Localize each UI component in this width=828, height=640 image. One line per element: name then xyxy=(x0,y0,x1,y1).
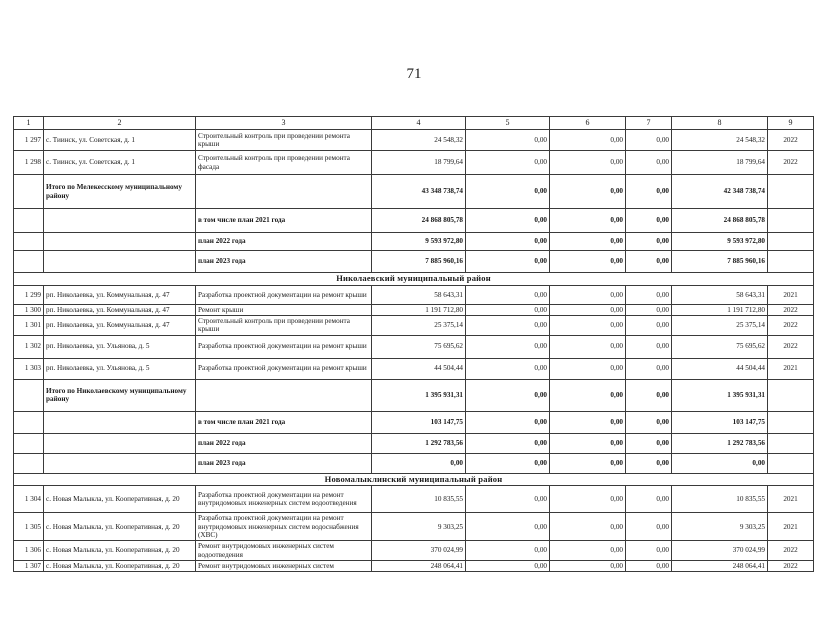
year-cell: 2021 xyxy=(768,358,814,379)
local-budget-cell: 0,00 xyxy=(626,453,672,473)
district-title: Новомалыклинский муниципальный район xyxy=(14,473,814,486)
year-cell xyxy=(768,251,814,273)
owners-funds-cell: 1 292 783,56 xyxy=(672,433,768,453)
plan-label-cell: в том числе план 2021 года xyxy=(196,209,372,233)
total-row xyxy=(14,175,814,209)
column-header: 6 xyxy=(550,117,626,130)
owners-funds-cell: 248 064,41 xyxy=(672,560,768,571)
regional-budget-cell: 0,00 xyxy=(550,513,626,541)
local-budget-cell: 0,00 xyxy=(626,316,672,336)
year-cell: 2022 xyxy=(768,560,814,571)
regional-budget-cell: 0,00 xyxy=(550,541,626,561)
owners-funds-cell: 9 303,25 xyxy=(672,513,768,541)
regional-budget-cell: 0,00 xyxy=(550,379,626,411)
table-row xyxy=(14,486,814,513)
fund-cell: 0,00 xyxy=(466,285,550,304)
owners-funds-cell: 42 348 738,74 xyxy=(672,175,768,209)
table-row xyxy=(14,316,814,336)
table-row xyxy=(14,335,814,358)
regional-budget-cell: 0,00 xyxy=(550,335,626,358)
local-budget-cell: 0,00 xyxy=(626,486,672,513)
row-number-cell: 1 298 xyxy=(14,151,44,175)
total-label-cell xyxy=(44,453,196,473)
table-row xyxy=(14,151,814,175)
fund-cell: 0,00 xyxy=(466,433,550,453)
total-cost-cell: 1 191 712,80 xyxy=(372,304,466,315)
row-number-cell xyxy=(14,453,44,473)
local-budget-cell: 0,00 xyxy=(626,304,672,315)
fund-cell: 0,00 xyxy=(466,130,550,151)
regional-budget-cell: 0,00 xyxy=(550,411,626,433)
total-row xyxy=(14,379,814,411)
district-header-row xyxy=(14,473,814,486)
fund-cell: 0,00 xyxy=(466,209,550,233)
year-cell: 2022 xyxy=(768,130,814,151)
row-number-cell: 1 307 xyxy=(14,560,44,571)
local-budget-cell: 0,00 xyxy=(626,335,672,358)
work-type-cell: Разработка проектной документации на ремонт крыши xyxy=(196,335,372,358)
address-cell: с. Новая Малыкла, ул. Кооперативная, д. 20 xyxy=(44,513,196,541)
owners-funds-cell: 10 835,55 xyxy=(672,486,768,513)
local-budget-cell: 0,00 xyxy=(626,541,672,561)
address-cell: рп. Николаевка, ул. Коммунальная, д. 47 xyxy=(44,304,196,315)
owners-funds-cell: 18 799,64 xyxy=(672,151,768,175)
row-number-cell xyxy=(14,233,44,251)
address-cell: рп. Николаевка, ул. Ульянова, д. 5 xyxy=(44,358,196,379)
row-number-cell: 1 301 xyxy=(14,316,44,336)
row-number-cell: 1 306 xyxy=(14,541,44,561)
table-row xyxy=(14,130,814,151)
column-number-header-row xyxy=(14,117,814,130)
regional-budget-cell: 0,00 xyxy=(550,304,626,315)
local-budget-cell: 0,00 xyxy=(626,175,672,209)
owners-funds-cell: 24 868 805,78 xyxy=(672,209,768,233)
year-cell xyxy=(768,433,814,453)
year-cell xyxy=(768,379,814,411)
plan-label-cell: план 2022 года xyxy=(196,433,372,453)
local-budget-cell: 0,00 xyxy=(626,379,672,411)
regional-budget-cell: 0,00 xyxy=(550,285,626,304)
local-budget-cell: 0,00 xyxy=(626,358,672,379)
column-header: 7 xyxy=(626,117,672,130)
year-cell: 2022 xyxy=(768,304,814,315)
column-header: 3 xyxy=(196,117,372,130)
total-cost-cell: 1 292 783,56 xyxy=(372,433,466,453)
local-budget-cell: 0,00 xyxy=(626,130,672,151)
row-number-cell xyxy=(14,175,44,209)
year-cell xyxy=(768,233,814,251)
regional-budget-cell: 0,00 xyxy=(550,486,626,513)
local-budget-cell: 0,00 xyxy=(626,411,672,433)
district-title: Николаевский муниципальный район xyxy=(14,273,814,286)
row-number-cell: 1 300 xyxy=(14,304,44,315)
fund-cell: 0,00 xyxy=(466,453,550,473)
row-number-cell xyxy=(14,411,44,433)
total-cost-cell: 9 593 972,80 xyxy=(372,233,466,251)
total-row xyxy=(14,433,814,453)
fund-cell: 0,00 xyxy=(466,513,550,541)
plan-label-cell: план 2023 года xyxy=(196,453,372,473)
local-budget-cell: 0,00 xyxy=(626,285,672,304)
year-cell xyxy=(768,411,814,433)
owners-funds-cell: 75 695,62 xyxy=(672,335,768,358)
address-cell: с. Тиинск, ул. Советская, д. 1 xyxy=(44,130,196,151)
total-cost-cell: 103 147,75 xyxy=(372,411,466,433)
fund-cell: 0,00 xyxy=(466,251,550,273)
total-label-cell xyxy=(44,209,196,233)
work-type-cell: Строительный контроль при проведении ремонта крыши xyxy=(196,316,372,336)
row-number-cell xyxy=(14,379,44,411)
owners-funds-cell: 1 191 712,80 xyxy=(672,304,768,315)
total-cost-cell: 18 799,64 xyxy=(372,151,466,175)
fund-cell: 0,00 xyxy=(466,411,550,433)
total-cost-cell: 44 504,44 xyxy=(372,358,466,379)
fund-cell: 0,00 xyxy=(466,379,550,411)
plan-label-cell: план 2023 года xyxy=(196,251,372,273)
plan-label-cell: план 2022 года xyxy=(196,233,372,251)
year-cell: 2021 xyxy=(768,285,814,304)
address-cell: рп. Николаевка, ул. Коммунальная, д. 47 xyxy=(44,285,196,304)
owners-funds-cell: 370 024,99 xyxy=(672,541,768,561)
total-cost-cell: 75 695,62 xyxy=(372,335,466,358)
plan-label-cell xyxy=(196,175,372,209)
owners-funds-cell: 58 643,31 xyxy=(672,285,768,304)
address-cell: с. Новая Малыкла, ул. Кооперативная, д. 20 xyxy=(44,541,196,561)
table-row xyxy=(14,358,814,379)
year-cell: 2022 xyxy=(768,316,814,336)
owners-funds-cell: 24 548,32 xyxy=(672,130,768,151)
regional-budget-cell: 0,00 xyxy=(550,251,626,273)
row-number-cell: 1 299 xyxy=(14,285,44,304)
fund-cell: 0,00 xyxy=(466,151,550,175)
fund-cell: 0,00 xyxy=(466,175,550,209)
total-cost-cell: 7 885 960,16 xyxy=(372,251,466,273)
local-budget-cell: 0,00 xyxy=(626,251,672,273)
table-row xyxy=(14,541,814,561)
row-number-cell: 1 302 xyxy=(14,335,44,358)
district-header-row xyxy=(14,273,814,286)
work-type-cell: Ремонт внутридомовых инженерных систем xyxy=(196,560,372,571)
fund-cell: 0,00 xyxy=(466,560,550,571)
table-body xyxy=(14,117,814,572)
total-label-cell xyxy=(44,433,196,453)
address-cell: с. Новая Малыкла, ул. Кооперативная, д. 20 xyxy=(44,560,196,571)
regional-budget-cell: 0,00 xyxy=(550,233,626,251)
total-cost-cell: 24 868 805,78 xyxy=(372,209,466,233)
address-cell: рп. Николаевка, ул. Коммунальная, д. 47 xyxy=(44,316,196,336)
total-cost-cell: 58 643,31 xyxy=(372,285,466,304)
fund-cell: 0,00 xyxy=(466,335,550,358)
plan-label-cell: в том числе план 2021 года xyxy=(196,411,372,433)
fund-cell: 0,00 xyxy=(466,541,550,561)
work-type-cell: Разработка проектной документации на ремонт внутридомовых инженерных систем водоотведения xyxy=(196,486,372,513)
total-cost-cell: 43 348 738,74 xyxy=(372,175,466,209)
row-number-cell: 1 304 xyxy=(14,486,44,513)
total-row xyxy=(14,251,814,273)
total-label-cell: Итого по Николаевскому муниципальному району xyxy=(44,379,196,411)
plan-label-cell xyxy=(196,379,372,411)
fund-cell: 0,00 xyxy=(466,316,550,336)
total-cost-cell: 370 024,99 xyxy=(372,541,466,561)
column-header: 1 xyxy=(14,117,44,130)
regional-budget-cell: 0,00 xyxy=(550,130,626,151)
total-row xyxy=(14,411,814,433)
row-number-cell: 1 305 xyxy=(14,513,44,541)
total-cost-cell: 1 395 931,31 xyxy=(372,379,466,411)
regional-budget-cell: 0,00 xyxy=(550,560,626,571)
table-row xyxy=(14,304,814,315)
local-budget-cell: 0,00 xyxy=(626,151,672,175)
work-type-cell: Ремонт внутридомовых инженерных систем водоотведения xyxy=(196,541,372,561)
year-cell: 2022 xyxy=(768,541,814,561)
total-row xyxy=(14,209,814,233)
row-number-cell: 1 303 xyxy=(14,358,44,379)
regional-budget-cell: 0,00 xyxy=(550,316,626,336)
row-number-cell xyxy=(14,209,44,233)
year-cell: 2021 xyxy=(768,513,814,541)
table-row xyxy=(14,513,814,541)
owners-funds-cell: 0,00 xyxy=(672,453,768,473)
column-header: 2 xyxy=(44,117,196,130)
regional-budget-cell: 0,00 xyxy=(550,151,626,175)
work-type-cell: Строительный контроль при проведении ремонта фасада xyxy=(196,151,372,175)
column-header: 4 xyxy=(372,117,466,130)
table-row xyxy=(14,560,814,571)
row-number-cell xyxy=(14,251,44,273)
work-type-cell: Разработка проектной документации на ремонт крыши xyxy=(196,358,372,379)
total-label-cell xyxy=(44,251,196,273)
owners-funds-cell: 7 885 960,16 xyxy=(672,251,768,273)
row-number-cell xyxy=(14,433,44,453)
local-budget-cell: 0,00 xyxy=(626,209,672,233)
total-cost-cell: 10 835,55 xyxy=(372,486,466,513)
local-budget-cell: 0,00 xyxy=(626,233,672,251)
address-cell: рп. Николаевка, ул. Ульянова, д. 5 xyxy=(44,335,196,358)
row-number-cell: 1 297 xyxy=(14,130,44,151)
owners-funds-cell: 1 395 931,31 xyxy=(672,379,768,411)
page-number: 71 xyxy=(406,66,422,82)
year-cell xyxy=(768,453,814,473)
regional-budget-cell: 0,00 xyxy=(550,433,626,453)
column-header: 5 xyxy=(466,117,550,130)
owners-funds-cell: 9 593 972,80 xyxy=(672,233,768,251)
year-cell: 2022 xyxy=(768,335,814,358)
year-cell: 2021 xyxy=(768,486,814,513)
fund-cell: 0,00 xyxy=(466,486,550,513)
owners-funds-cell: 103 147,75 xyxy=(672,411,768,433)
fund-cell: 0,00 xyxy=(466,304,550,315)
local-budget-cell: 0,00 xyxy=(626,560,672,571)
total-row xyxy=(14,233,814,251)
total-cost-cell: 25 375,14 xyxy=(372,316,466,336)
work-type-cell: Разработка проектной документации на ремонт внутридомовых инженерных систем водоснабжения (ХВС) xyxy=(196,513,372,541)
column-header: 9 xyxy=(768,117,814,130)
owners-funds-cell: 44 504,44 xyxy=(672,358,768,379)
fund-cell: 0,00 xyxy=(466,233,550,251)
total-cost-cell: 9 303,25 xyxy=(372,513,466,541)
work-type-cell: Строительный контроль при проведении ремонта крыши xyxy=(196,130,372,151)
year-cell: 2022 xyxy=(768,151,814,175)
total-row xyxy=(14,453,814,473)
owners-funds-cell: 25 375,14 xyxy=(672,316,768,336)
address-cell: с. Тиинск, ул. Советская, д. 1 xyxy=(44,151,196,175)
regional-budget-cell: 0,00 xyxy=(550,209,626,233)
table-row xyxy=(14,285,814,304)
local-budget-cell: 0,00 xyxy=(626,433,672,453)
total-label-cell: Итого по Мелекесскому муниципальному району xyxy=(44,175,196,209)
total-cost-cell: 0,00 xyxy=(372,453,466,473)
total-cost-cell: 248 064,41 xyxy=(372,560,466,571)
work-type-cell: Ремонт крыши xyxy=(196,304,372,315)
regional-budget-cell: 0,00 xyxy=(550,358,626,379)
year-cell xyxy=(768,209,814,233)
repair-register-table xyxy=(13,116,814,572)
year-cell xyxy=(768,175,814,209)
total-label-cell xyxy=(44,233,196,251)
address-cell: с. Новая Малыкла, ул. Кооперативная, д. 20 xyxy=(44,486,196,513)
work-type-cell: Разработка проектной документации на ремонт крыши xyxy=(196,285,372,304)
local-budget-cell: 0,00 xyxy=(626,513,672,541)
total-label-cell xyxy=(44,411,196,433)
regional-budget-cell: 0,00 xyxy=(550,175,626,209)
regional-budget-cell: 0,00 xyxy=(550,453,626,473)
total-cost-cell: 24 548,32 xyxy=(372,130,466,151)
column-header: 8 xyxy=(672,117,768,130)
fund-cell: 0,00 xyxy=(466,358,550,379)
